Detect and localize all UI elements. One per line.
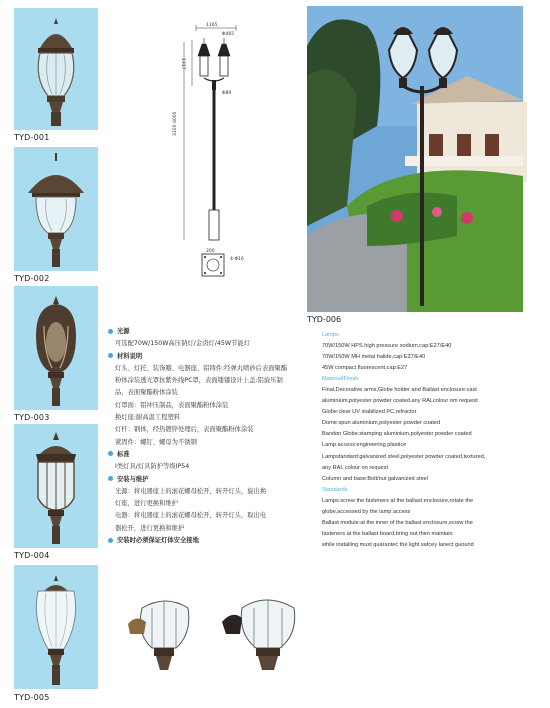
- cn-section-title: 材料说明: [117, 352, 143, 360]
- cn-section-title: 安装与维护: [117, 475, 149, 483]
- cn-section-heading: [108, 326, 308, 338]
- en-spec-line: Dome:spun aluminium,polyester powder coated: [322, 420, 441, 427]
- bullet-dot-icon: [108, 476, 113, 481]
- cn-spec-line: 灯罩面：铝冲压制品，表面聚酯粉体涂装: [115, 401, 229, 409]
- cn-section-title: 标准: [117, 450, 130, 458]
- arm-dimension: 1317: [180, 58, 185, 70]
- cn-spec-line: 紧固件：螺钉、螺母为不锈钢: [115, 438, 197, 446]
- cn-section-heading: [108, 351, 308, 363]
- en-spec-line: Bandon Globe:stamping aluminium,polyester powder coated: [322, 431, 472, 438]
- en-spec-line: 70W/150W HPS high pressure sodium,cap:E27/E40: [322, 343, 452, 350]
- cn-spec-line: 换灯座:耐高温工程塑料: [115, 414, 181, 422]
- cn-spec-line: 可选配70W/150W高压钠灯/金卤灯/45W节能灯: [115, 340, 250, 348]
- cn-spec-line: 灯座，进行更换和维护: [115, 500, 178, 508]
- lamp-tyd-003-illustration: [14, 286, 98, 410]
- en-spec-subheading: Lamps: [322, 332, 339, 338]
- lamp-detail-images: [122, 594, 318, 674]
- cn-spec-line: 灯杆：钢体，经热镀锌处理后，表面聚酯粉体涂装: [115, 426, 254, 434]
- en-spec-line: any RAL colour on request: [322, 464, 389, 471]
- en-spec-line: Column and base:Bolt/nut galvanized steel: [322, 475, 429, 482]
- en-spec-line: Final,Decorative arms,Globe holder and Ballast enclosure:cast: [322, 387, 477, 394]
- cn-section-heading: [108, 449, 308, 461]
- en-spec-line: fasteners at the ballast board,bring out then maintain: [322, 530, 453, 537]
- en-spec-line: Lampstandard:galvanized steel,polyester powder coated,textured,: [322, 453, 486, 460]
- lamp-tyd-005-illustration: [14, 565, 98, 689]
- en-spec-line: Globe:clear UV stabilized PC,refractor: [322, 409, 417, 416]
- lamp-tyd-001-illustration: [14, 8, 98, 130]
- cn-section-title: 光源: [117, 328, 130, 335]
- product-image-tyd-004[interactable]: [14, 424, 98, 548]
- cn-section-heading: [108, 535, 308, 547]
- product-image-tyd-002[interactable]: [14, 147, 98, 271]
- bullet-dot-icon: [108, 538, 113, 543]
- width-dimension: 1165: [206, 23, 218, 28]
- bullet-dot-icon: [108, 353, 113, 358]
- chinese-spec: [108, 326, 308, 547]
- height-dimension: 3100-4000: [173, 111, 178, 136]
- product-image-tyd-005[interactable]: [14, 565, 98, 689]
- pipe-dimension: Φ89: [222, 91, 232, 96]
- featured-product-code: TYD-006: [307, 315, 342, 324]
- technical-drawing: [173, 22, 260, 284]
- en-spec-line: 70W/150W MH metal halide,cap:E27/E40: [322, 354, 426, 361]
- en-spec-subheading: Material/Finish: [322, 376, 359, 383]
- bullet-dot-icon: [108, 329, 113, 334]
- featured-photo-tyd-006[interactable]: [307, 6, 523, 312]
- product-code-tyd-001: TYD-001: [14, 133, 50, 142]
- cn-spec-line: Ⅰ类灯具/灯具防护等级IP54: [115, 463, 190, 471]
- en-spec-subheading: Standards: [322, 486, 348, 493]
- cn-section-title: 安装时必须保证灯体安全接地: [117, 537, 199, 545]
- product-code-tyd-003: TYD-003: [14, 413, 50, 422]
- cn-spec-line: 灯头、灯托、装饰瓣、电器座、铝铸件:经弹丸喷砂后表面聚酯: [115, 364, 288, 372]
- base-dimension: 200: [206, 249, 215, 254]
- product-code-tyd-002: TYD-002: [14, 274, 50, 283]
- lamp-tyd-002-illustration: [14, 147, 98, 271]
- product-code-tyd-005: TYD-005: [14, 693, 50, 702]
- product-image-tyd-003[interactable]: [14, 286, 98, 410]
- en-spec-line: Lamp access:engineering plastice: [322, 442, 407, 449]
- bullet-dot-icon: [108, 451, 113, 456]
- en-spec-line: globe,accessed by the lamp access: [322, 508, 411, 515]
- bolt-dimension: 4-Φ16: [230, 257, 244, 262]
- en-spec-line: while installing must quarantec the light safcey lanect guound: [322, 541, 474, 548]
- en-spec-line: aluminium,polyester powder coated.any RALcolour om request: [322, 398, 478, 405]
- cn-spec-line: 光源：将电器座上的滚花螺母松开，转开灯头，旋出换: [115, 487, 267, 495]
- bulb-dimension: Φ465: [222, 32, 235, 37]
- cn-spec-line: 粉体涂装透光罩抗紫外线PC罩，表面镂镂设计上盖:铝旋压制: [115, 377, 283, 385]
- cn-spec-line: 电器：将电器座上的滚花螺母松开，转开灯头，取出电: [115, 512, 267, 520]
- product-image-tyd-001[interactable]: [14, 8, 98, 130]
- cn-section-heading: [108, 474, 308, 486]
- en-spec-line: Lamps:screw the fasteners at the ballast enclosure,rotate the: [322, 497, 474, 504]
- cn-spec-line: 器松开，进行更换和维护: [115, 524, 185, 532]
- en-spec-line: 45W compact fluorescent,cap:E27: [322, 365, 408, 372]
- lamp-tyd-004-illustration: [14, 424, 98, 548]
- cn-spec-line: 品，表面聚酯粉体涂装: [115, 389, 178, 397]
- en-spec-line: Ballast module:at the inner of the ballast enclosure,screw the: [322, 519, 473, 526]
- product-code-tyd-004: TYD-004: [14, 551, 50, 560]
- english-spec: [322, 330, 527, 551]
